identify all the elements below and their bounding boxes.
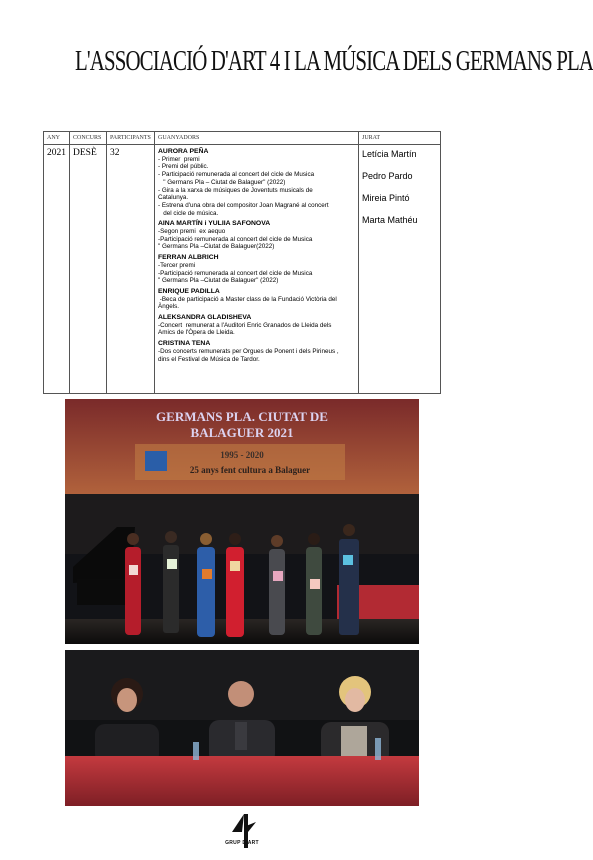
winner-prize-line: -Segon premi ex aequo [158,228,226,236]
cell-concurs: DESÈ [70,145,107,394]
col-header-winners: GUANYADORS [155,132,359,145]
winner-prize-line: " Germans Pla – Ciutat de Balaguer" (2022) [158,178,286,186]
stage-photo [65,399,419,644]
jury-member: Marta Mathéu [362,215,418,225]
winner-name: ALEKSANDRA GLADISHEVA [158,314,252,322]
winner-prize-line: Catalunya. [158,194,189,202]
winner-prize-line: " Germans Pla –Ciutat de Balaguer" (2022) [158,277,279,285]
winner-name: AURORA PEÑA [158,148,209,155]
winner-prize-line: dins el Festival de Música de Tardor. [158,355,260,363]
jury-member: Pedro Pardo [362,171,413,181]
screen-dates: 1995 - 2020 [220,450,264,460]
winner-prize-line: -Participació remunerada al concert del cicle de Musica [158,269,313,277]
screen-text: 25 anys fent cultura a Balaguer [189,465,311,475]
table-header-row [44,132,441,145]
table-row [44,145,441,394]
winner-prize-line: -Tercer premi [158,261,196,269]
winner-prize-line: - Gira a la xarxa de músiques de Joventuts musicals de [158,186,313,194]
logo-text: GRUP D'ART [225,840,259,846]
winner-prize-line: -Dos concerts remunerats per Orgues de Ponent i dels Pirineus , [158,347,339,355]
winner-prize-line: Amics de l'Òpera de Lleida. [158,329,235,337]
winner-prize-line: -Participació remunerada al concert del cicle de Musica [158,235,313,243]
winner-name: CRISTINA TENA [158,340,211,348]
stage-photo-graphic [65,399,419,644]
col-header-year: ANY [44,132,70,145]
winner-prize-line: " Germans Pla –Ciutat de Balaguer(2022) [158,243,275,251]
winners-list [158,148,355,363]
winner-prize-line: del cicle de música. [158,209,219,217]
winner-name: ENRIQUE PADILLA [158,287,220,295]
cell-year: 2021 [44,145,70,394]
winner-name: AINA MARTÍN i YULIIA SAFONOVA [158,220,271,228]
winner-prize-line: - Estrena d'una obra del compositor Joan Magrané al concert [158,201,329,209]
cell-winners [155,145,359,394]
page-title: L'ASSOCIACIÓ D'ART 4 I LA MÚSICA DELS GERMANS PLA [74,45,593,77]
winner-prize-line: -Beca de participació a Master class de la Fundació Victòria del [158,295,337,303]
cell-participants: 32 [107,145,155,394]
winner-prize-line: - Primer premi [158,155,200,163]
jury-photo [65,650,419,806]
jury-member: Letícia Martín [362,149,417,159]
col-header-jury: JURAT [359,132,441,145]
cell-jury [359,145,441,394]
winner-prize-line: - Participació remunerada al concert del cicle de Musica [158,171,315,179]
banner-line2: BALAGUER 2021 [190,425,294,440]
banner-line1: GERMANS PLA. CIUTAT DE [156,409,328,424]
winner-prize-line: -Concert remunerat a l'Auditori Enric Granados de Lleida dels [158,321,332,329]
col-header-concurs: CONCURS [70,132,107,145]
winner-prize-line: Àngels. [158,303,180,311]
competition-table [43,131,441,394]
jury-member: Mireia Pintó [362,193,410,203]
col-header-participants: PARTICIPANTS [107,132,155,145]
winner-prize-line: - Premi del públic. [158,163,209,171]
winner-name: FERRAN ALBRICH [158,254,219,262]
jury-photo-graphic [65,650,419,806]
